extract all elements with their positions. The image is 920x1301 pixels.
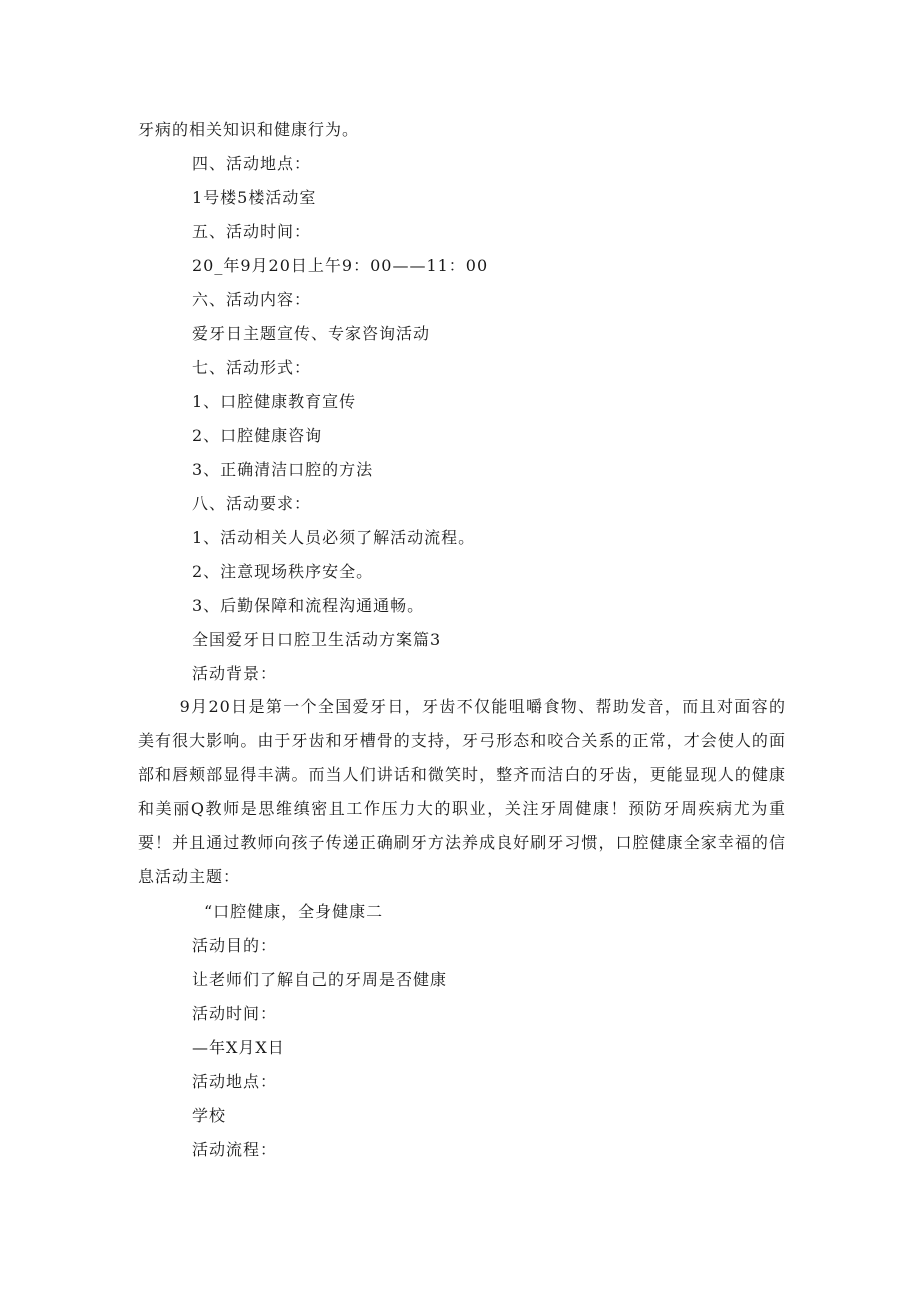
theme-quote: “口腔健康，全身健康二: [204, 902, 384, 921]
section-heading-requirements: 八、活动要求：: [192, 494, 312, 513]
list-item: 1、口腔健康教育宣传: [192, 392, 357, 411]
subheading-background: 活动背景：: [192, 664, 278, 683]
text-line: 学校: [192, 1106, 227, 1125]
list-item: 2、口腔健康咨询: [192, 426, 323, 445]
subheading-time: 活动时间：: [192, 1004, 278, 1023]
background-paragraph: 9月20日是第一个全国爱牙日，牙齿不仅能咀嚼食物、帮助发音，而且对面容的美有很大影响。由于牙齿和牙槽骨的支持，牙弓形态和咬合关系的正常，才会使人的面部和唇颊部显得丰满。而当人们讲话和微笑时，整齐而洁白的牙齿，更能显现人的健康和美丽Q教师是思维缜密且工作压力大的职业，关注牙周健康！预防牙周疾病尤为重要！并且通过教师向孩子传递正确刷牙方法养成良好刷牙习惯，口腔健康全家幸福的信息活动主题：: [138, 697, 786, 886]
section-heading-format: 七、活动形式：: [192, 358, 312, 377]
list-item: 3、正确清洁口腔的方法: [192, 460, 374, 479]
list-item: 3、后勤保障和流程沟通通畅。: [192, 596, 425, 615]
text-line: 爱牙日主题宣传、专家咨询活动: [192, 324, 431, 343]
section-heading-time: 五、活动时间：: [192, 222, 312, 241]
subheading-process: 活动流程：: [192, 1140, 278, 1159]
text-line: 20_年9月20日上午9：00——11：00: [192, 256, 489, 275]
section-heading-location: 四、活动地点：: [192, 154, 312, 173]
list-item: 2、注意现场秩序安全。: [192, 562, 374, 581]
text-line: —年X月X日: [192, 1038, 285, 1057]
text-line: 1号楼5楼活动室: [192, 188, 317, 207]
text-line: 让老师们了解自己的牙周是否健康: [192, 970, 448, 989]
section-title: 全国爱牙日口腔卫生活动方案篇3: [192, 630, 442, 649]
subheading-location: 活动地点：: [192, 1072, 278, 1091]
subheading-purpose: 活动目的：: [192, 936, 278, 955]
section-heading-content: 六、活动内容：: [192, 290, 312, 309]
list-item: 1、活动相关人员必须了解活动流程。: [192, 528, 476, 547]
text-line: 牙病的相关知识和健康行为。: [138, 120, 360, 139]
